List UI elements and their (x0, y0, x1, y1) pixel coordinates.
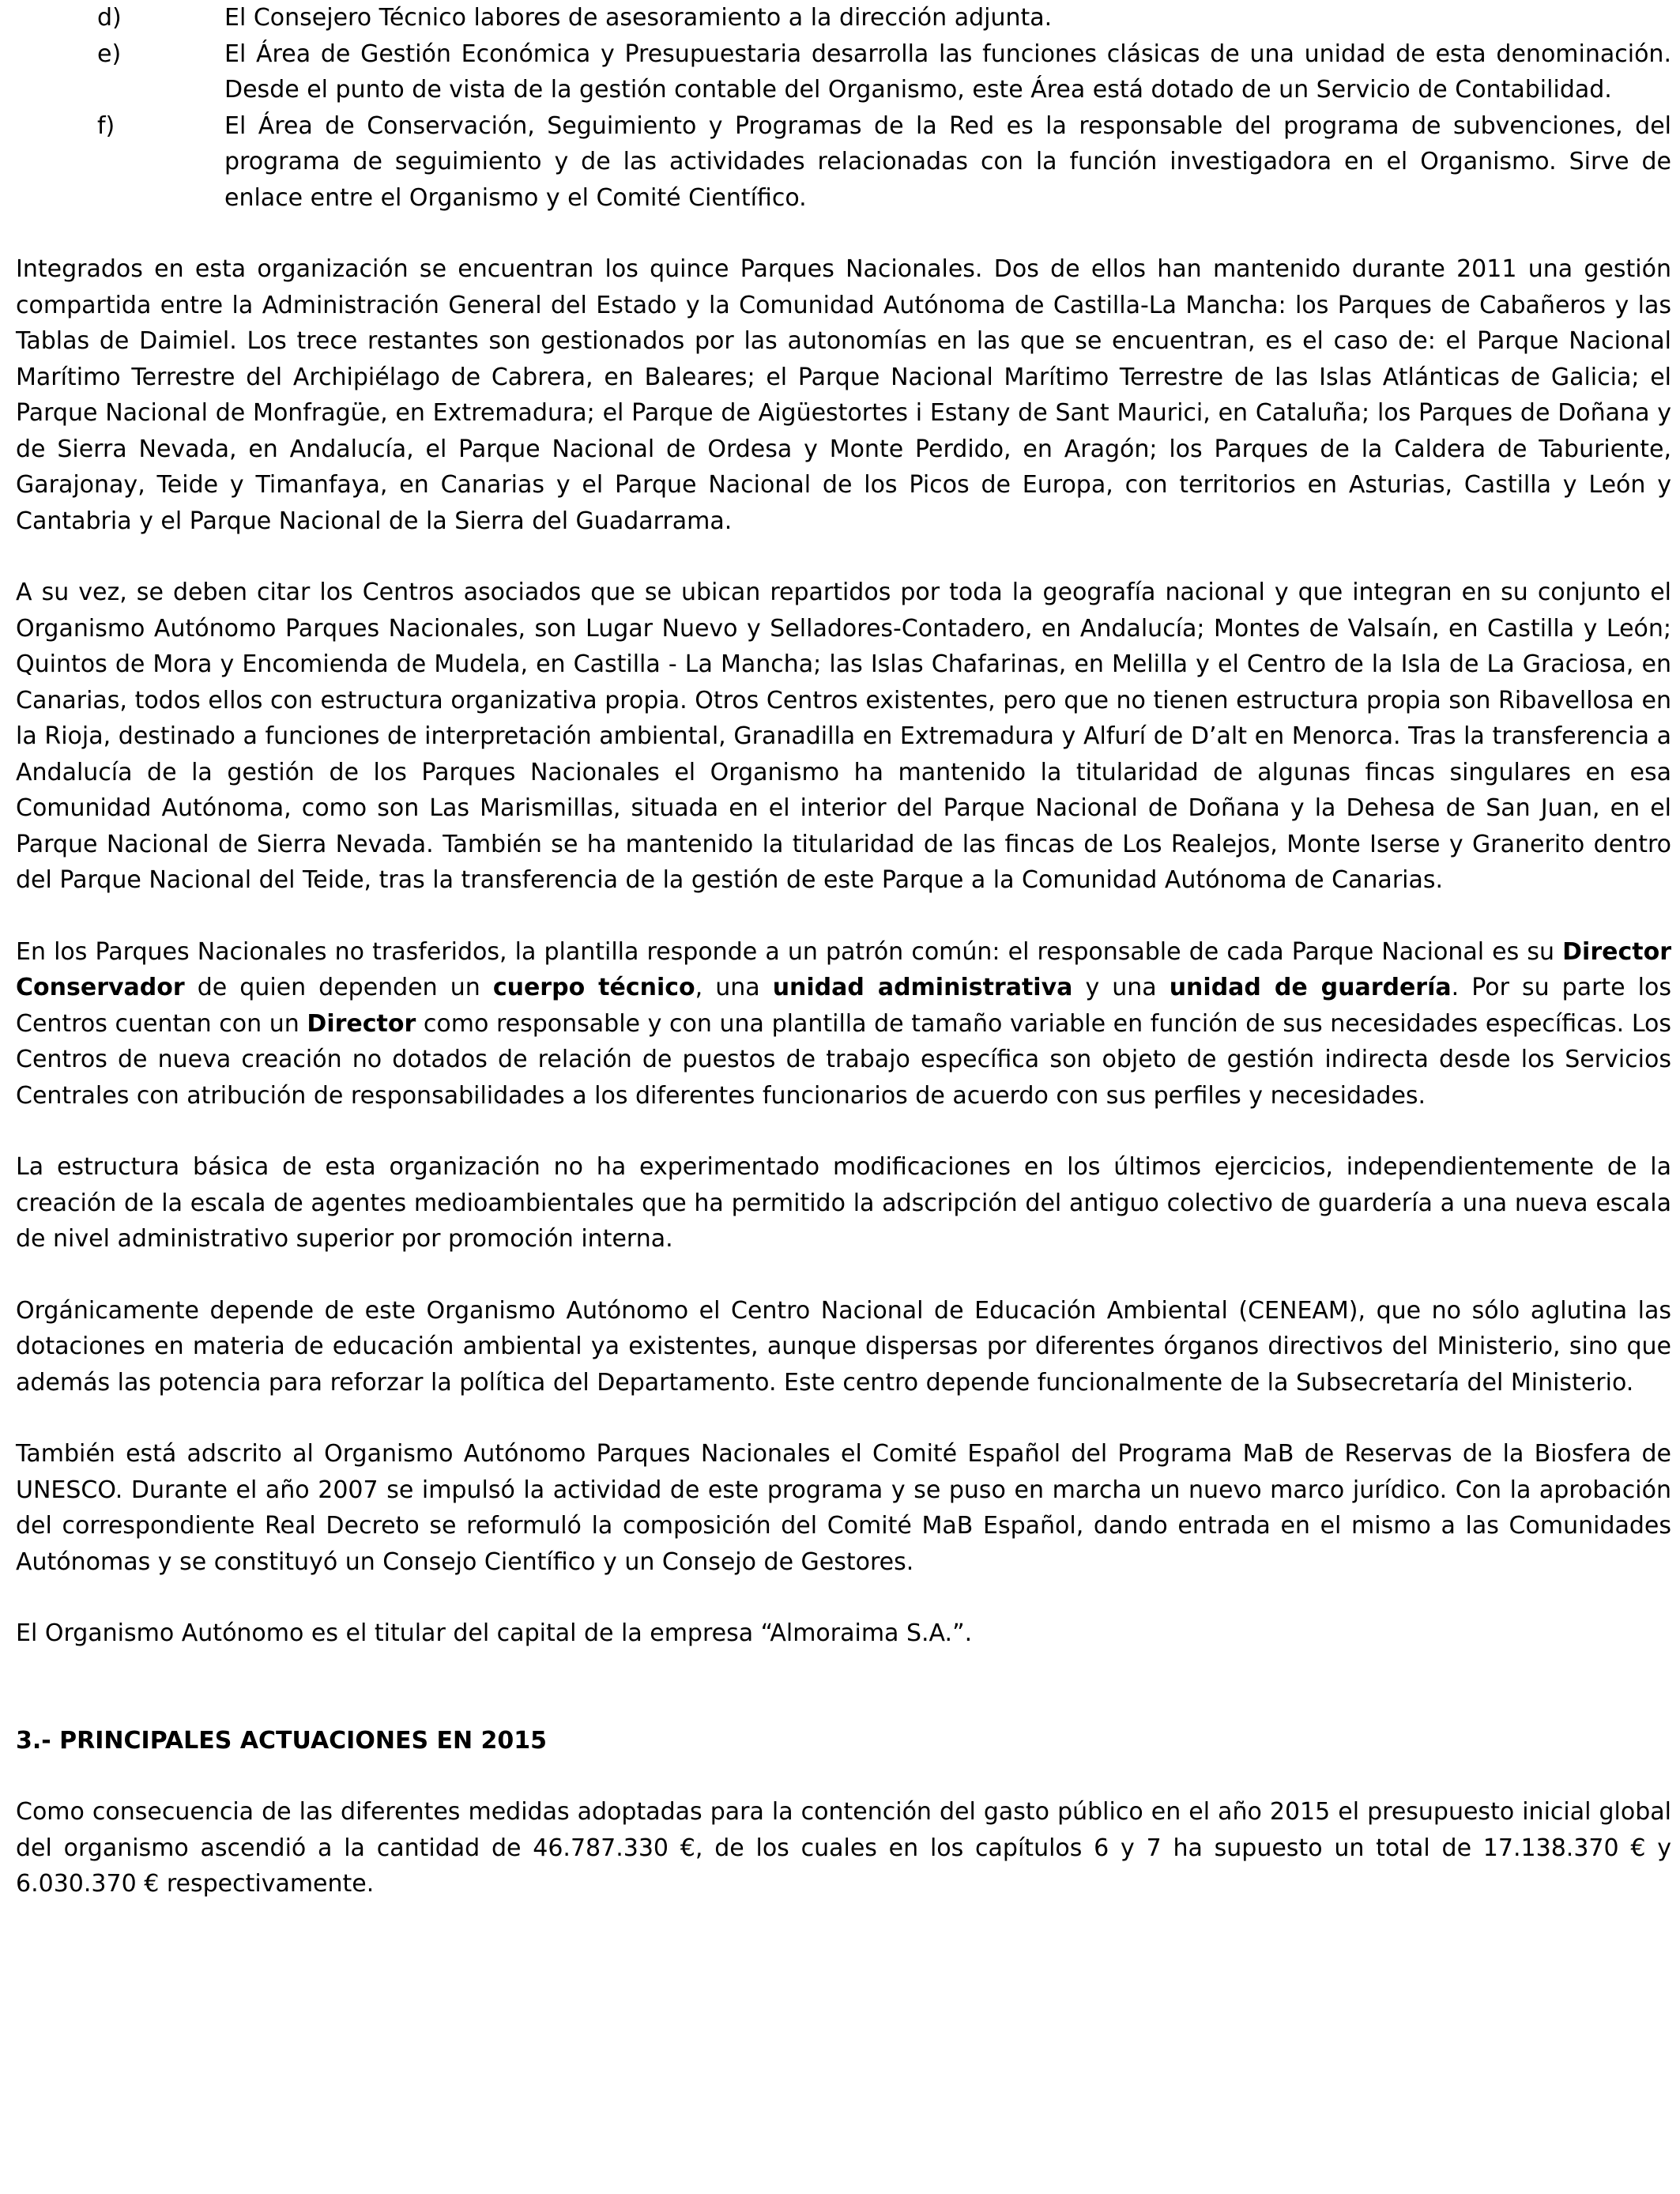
list-letter: f) (97, 111, 115, 140)
list-item-text: El Área de Gestión Económica y Presupuestaria desarrolla las funciones clásicas de una unidad de esta denominación. Desde el punto de vista de la gestión contable del Organismo, este Área está dotado de un Servicio de Contabilidad. (224, 40, 1671, 104)
list-item-text: El Área de Conservación, Seguimiento y Programas de la Red es la responsable del programa de subvenciones, del programa de seguimiento y de las actividades relacionadas con la función investigadora en el Organismo. Sirve de enlace entre el Organismo y el Comité Científico. (224, 111, 1671, 212)
paragraph-ceneam: Orgánicamente depende de este Organismo Autónomo el Centro Nacional de Educación Ambiental (CENEAM), que no sólo aglutina las dotaciones en materia de educación ambiental ya existentes, aunque dispersas por diferentes órganos directivos del Ministerio, sino que además las potencia para reforzar la política del Departamento. Este centro depende funcionalmente de la Subsecretaría del Ministerio. (16, 1296, 1671, 1397)
list-letter: e) (97, 40, 122, 68)
paragraph-centros: A su vez, se deben citar los Centros asociados que se ubican repartidos por toda la geografía nacional y que integran en su conjunto el Organismo Autónomo Parques Nacionales, son Lugar Nuevo y Selladores-Contadero, en Andalucía; Montes de Valsaín, en Castilla y León; Quintos de Mora y Encomienda de Mudela, en Castilla - La Mancha; las Islas Chafarinas, en Melilla y el Centro de la Isla de La Graciosa, en Canarias, todos ellos con estructura organizativa propia. Otros Centros existentes, pero que no tienen estructura propia son Ribavellosa en la Rioja, destinado a funciones de interpretación ambiental, Granadilla en Extremadura y Alfurí de D’alt en Menorca. Tras la transferencia a Andalucía de la gestión de los Parques Nacionales el Organismo ha mantenido la titularidad de algunas fincas singulares en esa Comunidad Autónoma, como son Las Marismillas, situada en el interior del Parque Nacional de Doñana y la Dehesa de San Juan, en el Parque Nacional de Sierra Nevada. También se ha mantenido la titularidad de las fincas de Los Realejos, Monte Iserse y Granerito dentro del Parque Nacional del Teide, tras la transferencia de la gestión de este Parque a la Comunidad Autónoma de Canarias. (16, 579, 1671, 894)
list-letter: d) (97, 4, 122, 32)
text-run: , una (695, 974, 773, 1001)
bold-term: Director (307, 1009, 416, 1038)
text-run: como responsable y con una plantilla de tamaño variable en función de sus necesidades específicas. Los Centros de nueva creación no dotados de relación de puestos de trabajo específica son objeto de gestión indirecta desde los Servicios Centrales con atribución de responsabilidades a los diferentes funcionarios de acuerdo con sus perfiles y necesidades. (16, 1009, 1671, 1110)
list-item-e (16, 36, 1671, 108)
list-item-f (16, 108, 1671, 217)
text-run: de quien dependen un (184, 974, 493, 1001)
document-page (16, 0, 1671, 1902)
bold-term: unidad de guardería (1169, 974, 1452, 1001)
paragraph-presupuesto: Como consecuencia de las diferentes medidas adoptadas para la contención del gasto público en el año 2015 el presupuesto inicial global del organismo ascendió a la cantidad de 46.787.330 €, de los cuales en los capítulos 6 y 7 ha supuesto un total de 17.138.370 € y 6.030.370 € respectivamente. (16, 1798, 1671, 1898)
text-run: y una (1072, 974, 1170, 1001)
bold-term: unidad administrativa (772, 974, 1073, 1001)
list-item-d (16, 0, 1671, 36)
paragraph-almoraima: El Organismo Autónomo es el titular del capital de la empresa “Almoraima S.A.”. (16, 1619, 973, 1647)
paragraph-parques: Integrados en esta organización se encuentran los quince Parques Nacionales. Dos de ellos han mantenido durante 2011 una gestión compartida entre la Administración General del Estado y la Comunidad Autónoma de Castilla-La Mancha: los Parques de Cabañeros y las Tablas de Daimiel. Los trece restantes son gestionados por las autonomías en las que se encuentran, es el caso de: el Parque Nacional Marítimo Terrestre del Archipiélago de Cabrera, en Baleares; el Parque Nacional Marítimo Terrestre de las Islas Atlánticas de Galicia; el Parque Nacional de Monfragüe, en Extremadura; el Parque de Aigüestortes i Estany de Sant Maurici, en Cataluña; los Parques de Doñana y de Sierra Nevada, en Andalucía, el Parque Nacional de Ordesa y Monte Perdido, en Aragón; los Parques de la Caldera de Taburiente, Garajonay, Teide y Timanfaya, en Canarias y el Parque Nacional de los Picos de Europa, con territorios en Asturias, Castilla y León y Cantabria y el Parque Nacional de la Sierra del Guadarrama. (16, 255, 1671, 535)
text-run: . Por su parte los Centros cuentan con un (16, 974, 1671, 1038)
paragraph-estructura: La estructura básica de esta organización no ha experimentado modificaciones en los últimos ejercicios, independientemente de la creación de la escala de agentes medioambientales que ha permitido la adscripción del antiguo colectivo de guardería a una nueva escala de nivel administrativo superior por promoción interna. (16, 1153, 1671, 1253)
text-run: En los Parques Nacionales no trasferidos, la plantilla responde a un patrón común: el responsable de cada Parque Nacional es su (16, 937, 1563, 966)
paragraph-mab: También está adscrito al Organismo Autónomo Parques Nacionales el Comité Español del Programa MaB de Reservas de la Biosfera de UNESCO. Durante el año 2007 se impulsó la actividad de este programa y se puso en marcha un nuevo marco jurídico. Con la aprobación del correspondiente Real Decreto se reformuló la composición del Comité MaB Español, dando entrada en el mismo a las Comunidades Autónomas y se constituyó un Consejo Científico y un Consejo de Gestores. (16, 1440, 1671, 1576)
list-item-text: El Consejero Técnico labores de asesoramiento a la dirección adjunta. (224, 4, 1053, 32)
section-heading: 3.- PRINCIPALES ACTUACIONES EN 2015 (16, 1726, 548, 1755)
bold-term: Director Conservador (16, 937, 1671, 1001)
paragraph-plantilla (16, 934, 1671, 1114)
bold-term: cuerpo técnico (492, 974, 695, 1001)
